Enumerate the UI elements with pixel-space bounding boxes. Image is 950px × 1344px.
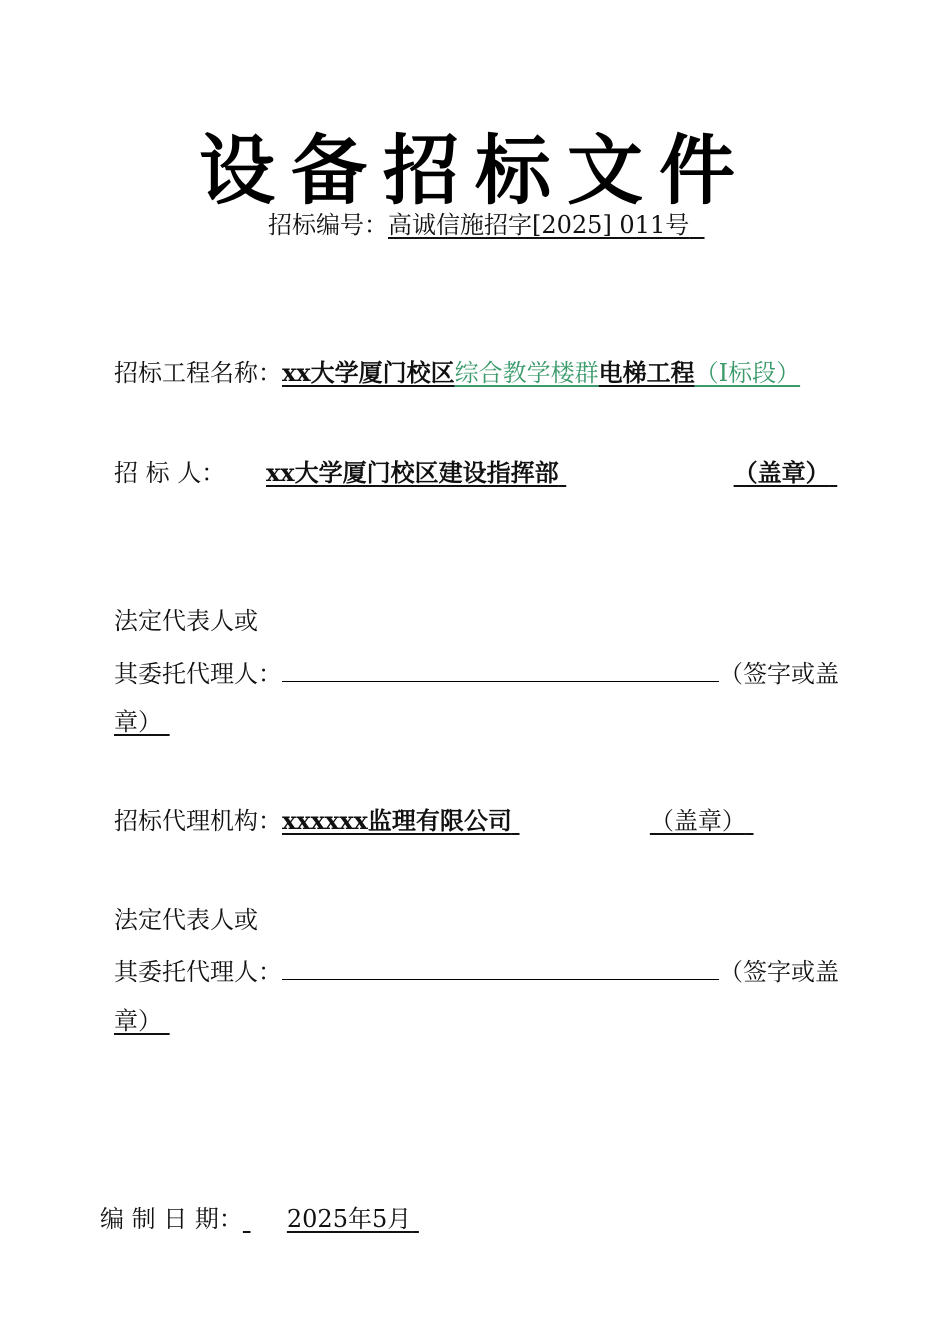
document-title: 设备招标文件	[199, 126, 751, 215]
legal-rep-2-sign-cont: 章）	[114, 1007, 162, 1035]
legal-rep-1-signature-line	[282, 657, 719, 682]
project-name-part2: 综合教学楼群	[454, 359, 599, 387]
project-name-label: 招标工程名称：	[114, 359, 282, 387]
project-name-row	[114, 357, 800, 389]
legal-rep-1-line1: 法定代表人或	[114, 607, 258, 635]
legal-rep-1-label: 其委托代理人：	[114, 660, 282, 688]
bid-number-label: 招标编号：	[268, 211, 388, 239]
legal-rep-1-line2-row	[114, 657, 839, 690]
agency-row	[114, 805, 754, 837]
legal-rep-2-line2-row	[114, 955, 839, 988]
bid-number-row	[268, 209, 705, 241]
legal-rep-2-signature-line	[282, 955, 719, 980]
bidder-seal: （盖章）	[733, 458, 830, 487]
agency-seal: （盖章）	[649, 807, 746, 835]
bidder-row	[114, 457, 837, 489]
date-row	[100, 1203, 619, 1235]
date-label: 编 制 日 期：	[100, 1205, 243, 1233]
date-value: 2025年5月	[286, 1205, 412, 1233]
legal-rep-1-sign-cont: 章）	[114, 708, 162, 736]
bidder-label: 招 标 人：	[114, 459, 226, 487]
legal-rep-2-line1: 法定代表人或	[114, 906, 258, 934]
project-name-part3: 电梯工程	[598, 358, 695, 387]
agency-label: 招标代理机构：	[114, 807, 282, 835]
legal-rep-2-label: 其委托代理人：	[114, 958, 282, 986]
bidder-value: xx大学厦门校区建设指挥部	[266, 458, 559, 487]
legal-rep-1-sign-note: （签字或盖	[719, 660, 839, 688]
project-name-part4: （Ⅰ标段）	[694, 359, 801, 387]
legal-rep-2-sign-note: （签字或盖	[719, 958, 839, 986]
bid-number-value: 高诚信施招字[2025] 011号	[388, 211, 690, 239]
project-name-part1: xx大学厦门校区	[282, 358, 455, 387]
agency-value: xxxxxx监理有限公司	[282, 806, 512, 835]
